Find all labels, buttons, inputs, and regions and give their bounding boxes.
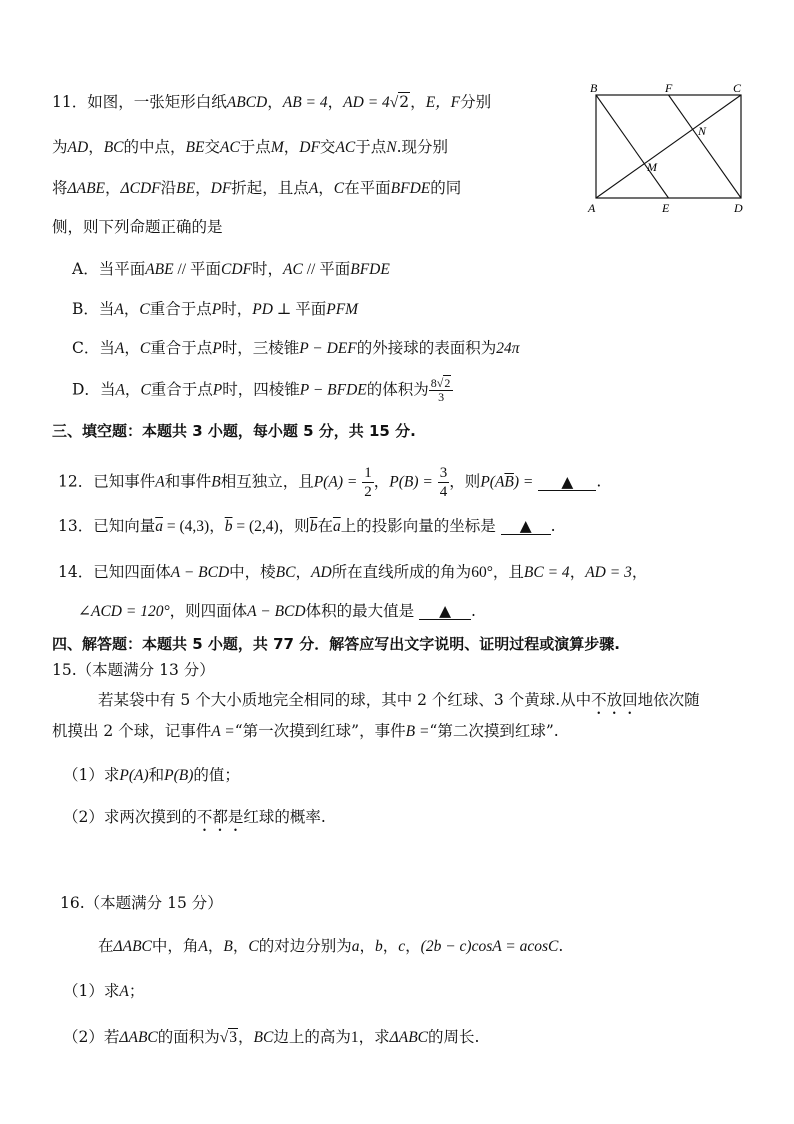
text: 的体积为 bbox=[366, 380, 429, 399]
text: 的值； bbox=[193, 766, 240, 784]
math: C bbox=[333, 180, 345, 197]
math: ABCD bbox=[226, 94, 268, 111]
math: P(B) = bbox=[389, 473, 433, 491]
answer-blank: ▲ bbox=[419, 603, 471, 620]
text: 红球的概率. bbox=[243, 808, 326, 826]
text: （1）求 bbox=[63, 982, 120, 1000]
text: ； bbox=[128, 982, 145, 1000]
text: 分别 bbox=[460, 93, 492, 111]
text: 当 bbox=[99, 339, 115, 357]
q15-sub1 bbox=[63, 764, 240, 787]
math: C bbox=[139, 340, 151, 357]
text: 体积的最大值是 bbox=[305, 602, 415, 620]
math: A − BCD bbox=[170, 564, 230, 581]
math: A bbox=[308, 180, 319, 197]
text: 时， bbox=[221, 300, 253, 318]
math: ⊥ bbox=[272, 301, 296, 318]
sqrt-radicand: 2 bbox=[399, 93, 410, 111]
text: 所在直线所成的角为 bbox=[331, 563, 472, 581]
text: 于点 bbox=[239, 138, 271, 156]
math: P − DEF bbox=[299, 340, 357, 357]
segment-AC bbox=[596, 95, 741, 198]
segment-DF bbox=[669, 95, 742, 198]
text: 折起，且点 bbox=[231, 179, 309, 197]
math: P(A) bbox=[119, 767, 149, 784]
fraction bbox=[362, 464, 374, 501]
q11-option-D bbox=[72, 377, 453, 404]
math: A bbox=[114, 340, 125, 357]
text: 地依次随 bbox=[637, 691, 700, 709]
sqrt-radicand: 3 bbox=[229, 1029, 238, 1046]
text: （1）求 bbox=[63, 766, 120, 784]
text: ， bbox=[123, 300, 140, 318]
math: ΔCDF bbox=[120, 180, 161, 197]
text: ， bbox=[327, 93, 344, 111]
math: C bbox=[140, 381, 151, 399]
text: 时，四棱锥 bbox=[222, 380, 300, 399]
text: 上的投影向量的坐标是 bbox=[340, 517, 496, 535]
option-label: D． bbox=[72, 380, 100, 399]
sqrt-radicand: 2 bbox=[444, 376, 451, 390]
label-C: C bbox=[733, 81, 742, 95]
q15-line1 bbox=[98, 689, 700, 718]
math: ΔABE bbox=[67, 180, 106, 197]
math: B bbox=[211, 473, 221, 491]
text: （2）求两次摸到的 bbox=[63, 808, 197, 826]
math: BC = 4 bbox=[523, 564, 570, 581]
math: PFM bbox=[326, 301, 359, 318]
math: // bbox=[173, 261, 190, 278]
q16-sub1 bbox=[63, 980, 144, 1003]
text: 平面 bbox=[319, 260, 351, 278]
text: ， bbox=[382, 937, 399, 955]
q16-sub2: （2）若ΔABC的面积为√3，BC边上的高为1，求ΔABC的周长. bbox=[63, 1028, 480, 1046]
text: ，则 bbox=[449, 472, 481, 491]
text: ， bbox=[359, 937, 375, 955]
label-E: E bbox=[662, 201, 670, 215]
text: 当 bbox=[98, 300, 115, 318]
section-4-title: 四、解答题：本题共 5 小题，共 77 分．解答应写出文字说明、证明过程或演算步骤. bbox=[52, 635, 620, 653]
label-M: M bbox=[647, 160, 657, 174]
text: . bbox=[558, 937, 564, 955]
math: CDF bbox=[221, 261, 253, 278]
text: ， bbox=[318, 179, 334, 197]
q13 bbox=[58, 515, 556, 538]
text: 和 bbox=[148, 766, 165, 784]
label-B: B bbox=[590, 81, 598, 95]
math: C bbox=[139, 301, 150, 318]
math: ∠ACD = 120° bbox=[78, 603, 170, 620]
math: AB = 4 bbox=[282, 94, 328, 111]
text: ， bbox=[569, 563, 586, 581]
text: 的中点， bbox=[123, 138, 186, 156]
math: P(A bbox=[480, 473, 505, 491]
text: 的面积为 bbox=[157, 1028, 220, 1046]
text: 平面 bbox=[295, 300, 327, 318]
denominator: 3 bbox=[438, 390, 445, 404]
math: M bbox=[270, 139, 284, 156]
q11-number: 11． bbox=[52, 93, 88, 111]
q14-number: 14． bbox=[58, 563, 94, 581]
math: 24π bbox=[496, 340, 520, 357]
math: C bbox=[248, 938, 259, 955]
fraction: $\frac{8√2}{3}$ bbox=[429, 377, 454, 404]
math: AD bbox=[67, 139, 89, 156]
math: A bbox=[155, 473, 165, 491]
text: 在 bbox=[317, 517, 333, 535]
q13-number: 13． bbox=[58, 517, 94, 535]
emphasis-text: 不放回 bbox=[591, 691, 638, 709]
math: P bbox=[211, 301, 222, 318]
math: AD = 3 bbox=[585, 564, 632, 581]
text: 中，角 bbox=[151, 937, 199, 955]
math: (2b − c)cosA = acosC bbox=[420, 938, 559, 955]
text: ， bbox=[232, 937, 249, 955]
text: 于点 bbox=[355, 138, 387, 156]
math: A bbox=[119, 983, 129, 1000]
text: 为 bbox=[52, 138, 68, 156]
math: P − BFDE bbox=[299, 381, 367, 399]
text: ， bbox=[209, 517, 225, 535]
math: A bbox=[115, 381, 125, 399]
math: P(A) = bbox=[313, 473, 358, 491]
segment-BE bbox=[596, 95, 669, 198]
denominator: 2 bbox=[364, 484, 372, 500]
text: .现分别 bbox=[396, 138, 449, 156]
text: ， bbox=[373, 472, 390, 491]
math: DF bbox=[210, 180, 232, 197]
text: ， bbox=[124, 339, 140, 357]
math: // bbox=[302, 261, 320, 278]
text: . bbox=[471, 602, 476, 620]
math: ) = bbox=[513, 473, 534, 491]
text: 的对边分别为 bbox=[258, 937, 352, 955]
math: B bbox=[223, 938, 233, 955]
label-N: N bbox=[698, 124, 707, 138]
vector-b: $\overline{b}$ bbox=[224, 518, 233, 535]
text: ， bbox=[267, 93, 283, 111]
option-label: A． bbox=[72, 260, 99, 278]
text: 已知事件 bbox=[93, 472, 156, 491]
text: ， bbox=[124, 380, 141, 399]
math: BC bbox=[253, 1029, 274, 1046]
math: c bbox=[398, 938, 406, 955]
numerator: 8 bbox=[430, 376, 437, 390]
vector-b: $\overline{b}$ bbox=[309, 518, 318, 535]
math: = (2,4) bbox=[232, 518, 279, 535]
math: ΔABC bbox=[389, 1029, 429, 1046]
text: 已知四面体 bbox=[93, 563, 171, 581]
numerator: 1 bbox=[364, 465, 372, 481]
text: 在 bbox=[98, 937, 114, 955]
denominator: 4 bbox=[439, 484, 448, 500]
text: ， bbox=[207, 937, 224, 955]
math: ΔABC bbox=[113, 938, 152, 955]
q16-line1 bbox=[98, 935, 563, 958]
math: A bbox=[198, 938, 208, 955]
q11-line1: 11．如图，一张矩形白纸ABCD，AB = 4，AD = 4√2，E，F分别 bbox=[52, 93, 492, 111]
text: 重合于点 bbox=[150, 339, 213, 357]
emphasis-text: 不都是 bbox=[196, 808, 244, 826]
math: BE bbox=[176, 180, 196, 197]
option-label: B． bbox=[72, 300, 99, 318]
math: BC bbox=[103, 139, 124, 156]
text: 当 bbox=[99, 380, 116, 399]
math: N bbox=[386, 139, 397, 156]
math: A bbox=[114, 301, 124, 318]
text: ， bbox=[631, 563, 648, 581]
text: 的外接球的表面积为 bbox=[356, 339, 497, 357]
text: ， bbox=[410, 93, 426, 111]
q11-option-C bbox=[72, 337, 520, 360]
text: 沿 bbox=[160, 179, 177, 197]
label-A: A bbox=[588, 201, 596, 215]
text: 的周长. bbox=[428, 1028, 480, 1046]
answer-blank: ▲ bbox=[538, 474, 596, 491]
text: 在平面 bbox=[344, 179, 391, 197]
text: 当平面 bbox=[98, 260, 146, 278]
math: 1 bbox=[350, 1029, 359, 1046]
text: ， bbox=[88, 138, 104, 156]
q15-line2 bbox=[52, 720, 559, 743]
q14-line1 bbox=[58, 561, 647, 584]
q11-line2 bbox=[52, 136, 448, 159]
q11-option-B bbox=[72, 298, 358, 321]
text: ，则 bbox=[278, 517, 310, 535]
text: ，求 bbox=[358, 1028, 390, 1046]
math: A = bbox=[211, 723, 235, 740]
q14-line2 bbox=[78, 600, 476, 623]
math: 60° bbox=[471, 564, 493, 581]
text: 重合于点 bbox=[150, 380, 213, 399]
text: 相互独立，且 bbox=[220, 472, 314, 491]
math: PD bbox=[252, 301, 273, 318]
text: （2）若 bbox=[63, 1028, 120, 1046]
label-F: F bbox=[665, 81, 673, 95]
q12-number: 12． bbox=[58, 472, 94, 491]
text: 重合于点 bbox=[149, 300, 212, 318]
text: ， bbox=[238, 1028, 254, 1046]
math: E，F bbox=[425, 94, 461, 111]
text: 边上的高为 bbox=[273, 1028, 351, 1046]
text: 和事件 bbox=[164, 472, 212, 491]
math: BFDE bbox=[390, 180, 431, 197]
text: ，则四面体 bbox=[169, 602, 248, 620]
text: 交 bbox=[204, 138, 220, 156]
q16-header: 16.（本题满分 15 分） bbox=[60, 894, 223, 912]
text: “第一次摸到红球”，事件 bbox=[234, 722, 406, 740]
text: 将 bbox=[52, 179, 68, 197]
text: 平面 bbox=[190, 260, 222, 278]
math: = (4,3) bbox=[163, 518, 210, 535]
math: BC bbox=[275, 564, 296, 581]
text: 时，三棱锥 bbox=[221, 339, 300, 357]
text: 已知向量 bbox=[93, 517, 156, 535]
text: 机摸出 2 个球，记事件 bbox=[52, 722, 212, 740]
text: 若某袋中有 5 个大小质地完全相同的球，其中 2 个红球、3 个黄球.从中 bbox=[98, 691, 592, 709]
text: 时， bbox=[252, 260, 284, 278]
text: ， bbox=[195, 179, 211, 197]
math: AD = 4 bbox=[343, 94, 390, 111]
math: BFDE bbox=[350, 261, 390, 278]
text: ，且 bbox=[492, 563, 524, 581]
math: DF bbox=[299, 139, 320, 156]
text: 的同 bbox=[430, 179, 462, 197]
math: ABE bbox=[145, 261, 174, 278]
math: AC bbox=[219, 139, 240, 156]
numerator: 3 bbox=[439, 465, 448, 481]
vector-a: $\overline{a}$ bbox=[155, 518, 163, 535]
section-3-title: 三、填空题：本题共 3 小题，每小题 5 分，共 15 分. bbox=[52, 422, 416, 440]
q15-sub2 bbox=[63, 806, 326, 835]
text: 中，棱 bbox=[229, 563, 276, 581]
math: P bbox=[212, 381, 223, 399]
q15-header: 15.（本题满分 13 分） bbox=[52, 661, 215, 679]
math: P bbox=[212, 340, 222, 357]
q11-line3 bbox=[52, 177, 461, 200]
text: ， bbox=[405, 937, 421, 955]
math: BE bbox=[185, 139, 205, 156]
text: 交 bbox=[319, 138, 336, 156]
text: ， bbox=[105, 179, 121, 197]
option-label: C． bbox=[72, 339, 100, 357]
q12 bbox=[58, 464, 601, 501]
vector-a: $\overline{a}$ bbox=[332, 518, 341, 535]
answer-blank: ▲ bbox=[501, 518, 551, 535]
math: ΔABC bbox=[119, 1029, 158, 1046]
math: B = bbox=[405, 723, 430, 740]
q11-option-A bbox=[72, 258, 390, 281]
math: b bbox=[375, 938, 383, 955]
label-D: D bbox=[734, 201, 743, 215]
text: . bbox=[550, 517, 556, 535]
math: A − BCD bbox=[247, 603, 306, 620]
math: AD bbox=[311, 564, 332, 581]
math: AC bbox=[283, 261, 303, 278]
text: ， bbox=[295, 563, 311, 581]
text: 侧，则下列命题正确的是 bbox=[52, 218, 223, 236]
math: P(B) bbox=[164, 767, 194, 784]
text: . bbox=[596, 472, 602, 491]
math: AC bbox=[335, 139, 356, 156]
math: a bbox=[351, 938, 360, 955]
rectangle-figure bbox=[585, 78, 755, 218]
text: “第二次摸到红球”. bbox=[429, 722, 559, 740]
text: 如图，一张矩形白纸 bbox=[87, 93, 227, 111]
math-bar: $\overline{B}$ bbox=[504, 473, 514, 491]
text: ， bbox=[283, 138, 300, 156]
q11-line4 bbox=[52, 216, 223, 238]
fraction bbox=[438, 464, 450, 501]
